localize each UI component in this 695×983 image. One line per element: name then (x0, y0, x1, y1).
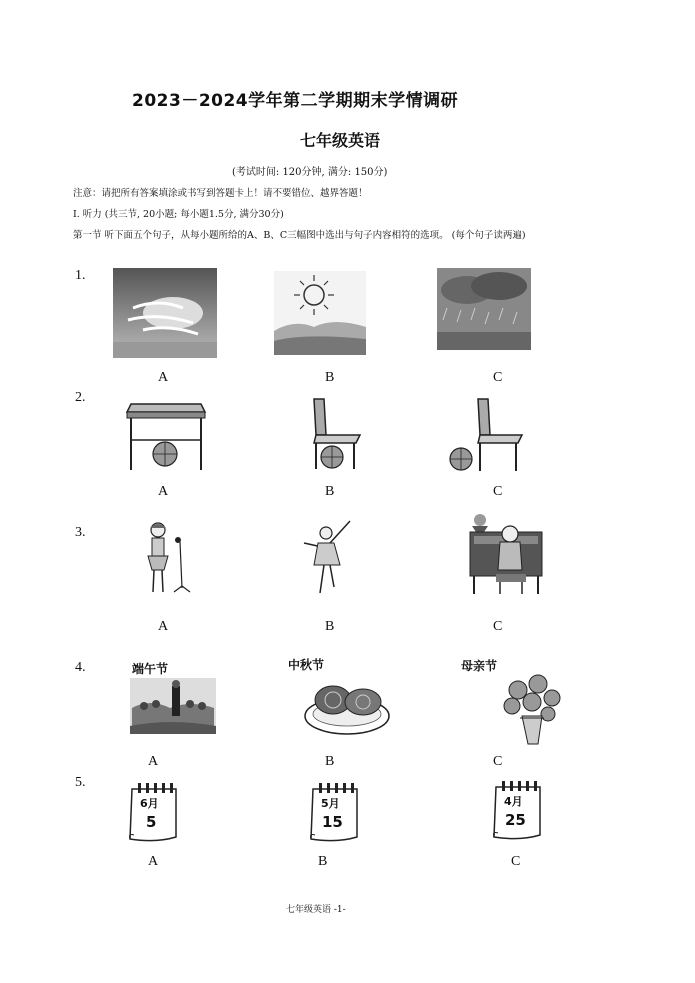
girl-playing-piano-icon (466, 512, 546, 596)
option-label: B (325, 370, 335, 385)
calendar-icon (490, 779, 544, 841)
ball-under-desk-icon (125, 400, 207, 472)
question-number: 2. (75, 390, 86, 405)
question-number: 5. (75, 775, 86, 790)
question-number: 1. (75, 268, 86, 283)
page-footer: 七年级英语 -1- (286, 905, 346, 915)
mooncake-icon (303, 676, 391, 738)
festival-label: 中秋节 (288, 658, 325, 672)
exam-subject: 七年级英语 (300, 131, 381, 150)
option-label: A (158, 619, 169, 634)
option-label: B (325, 619, 335, 634)
ball-under-chair-icon (302, 395, 364, 471)
calendar-day: 5 (146, 813, 157, 831)
option-label: A (158, 370, 169, 385)
ball-beside-chair-icon (448, 395, 524, 473)
option-label: A (148, 854, 159, 869)
option-label: B (325, 484, 335, 499)
calendar-icon (307, 781, 361, 843)
festival-label: 端午节 (132, 662, 169, 676)
girl-dancing-icon (296, 517, 356, 597)
exam-info: (考试时间: 120分钟, 满分: 150分) (232, 167, 388, 178)
option-label: C (493, 754, 503, 769)
option-label: C (511, 854, 521, 869)
question-number: 3. (75, 525, 86, 540)
part1-heading: I. 听力 (共三节, 20小题; 每小题1.5分, 满分30分) (73, 209, 284, 220)
exam-notice: 注意：请把所有答案填涂或书写到答题卡上！请不要错位、越界答题！ (73, 188, 368, 199)
option-label: B (318, 854, 328, 869)
calendar-month: 6月 (140, 797, 159, 810)
rainy-icon (437, 268, 531, 350)
calendar-month: 4月 (504, 795, 523, 808)
dragon-boat-icon (130, 678, 216, 734)
calendar-day: 15 (322, 813, 343, 831)
festival-label: 母亲节 (461, 659, 498, 673)
calendar-icon (126, 781, 180, 843)
option-label: A (148, 754, 159, 769)
question-number: 4. (75, 660, 86, 675)
calendar-month: 5月 (321, 797, 340, 810)
option-label: B (325, 754, 335, 769)
option-label: C (493, 370, 503, 385)
option-label: C (493, 484, 503, 499)
calendar-day: 25 (505, 811, 526, 829)
option-label: A (158, 484, 169, 499)
sunny-icon (274, 271, 366, 355)
flower-bouquet-icon (498, 674, 566, 746)
girl-singing-icon (140, 520, 194, 596)
section1-instructions: 第一节 听下面五个句子，从每小题所给的A、B、C三幅图中选出与句子内容相符的选项。 (每个句子读两遍) (73, 230, 526, 241)
option-label: C (493, 619, 503, 634)
windy-icon (113, 268, 217, 358)
exam-title: 2023－2024学年第二学期期末学情调研 (132, 91, 459, 111)
